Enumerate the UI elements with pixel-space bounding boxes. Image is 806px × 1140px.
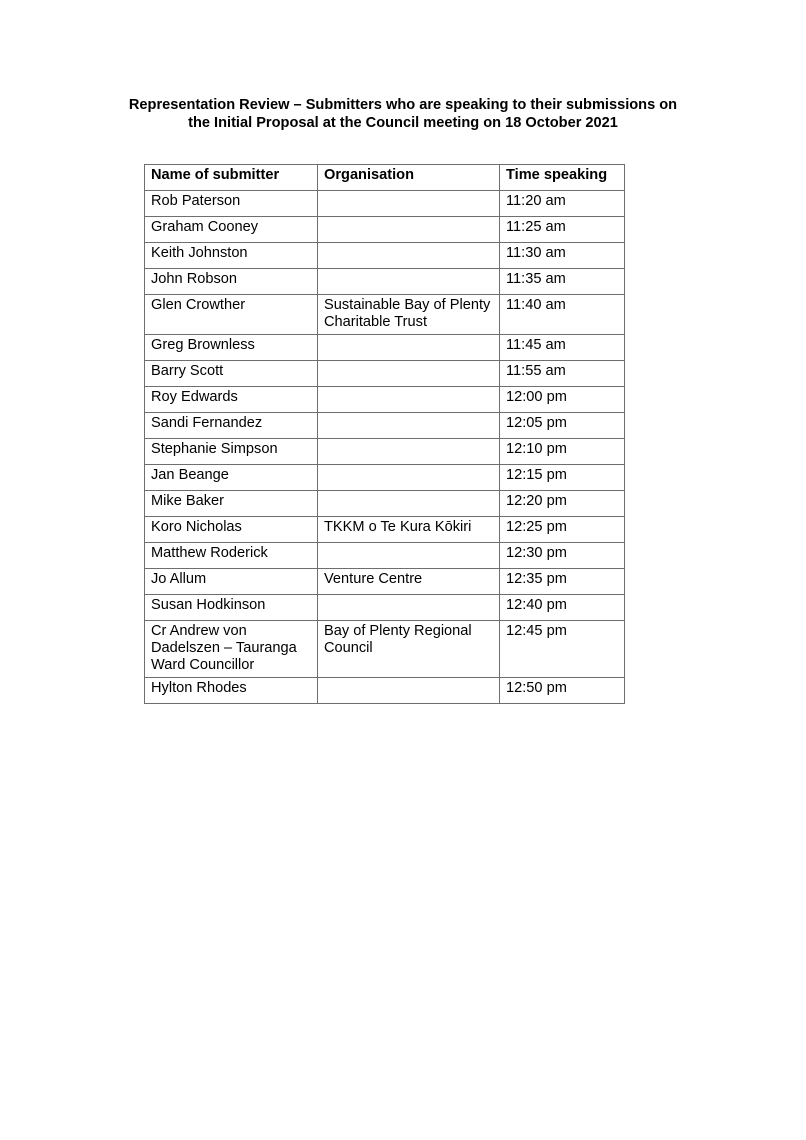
- submitter-name-cell: Mike Baker: [145, 491, 318, 517]
- organisation-cell: [318, 243, 500, 269]
- page-title-line-1: Representation Review – Submitters who are speaking to their submissions on: [128, 97, 678, 113]
- header-name-of-submitter: Name of submitter: [145, 165, 318, 191]
- submitter-name-cell: Stephanie Simpson: [145, 439, 318, 465]
- submitter-name-cell: Cr Andrew von Dadelszen – Tauranga Ward Councillor: [145, 621, 318, 678]
- time-speaking-cell: 11:20 am: [500, 191, 625, 217]
- organisation-cell: [318, 387, 500, 413]
- time-speaking-cell: 12:25 pm: [500, 517, 625, 543]
- submitter-name-cell: Keith Johnston: [145, 243, 318, 269]
- organisation-cell: [318, 491, 500, 517]
- table-row: [145, 295, 625, 335]
- table-header-row: [145, 165, 625, 191]
- table-row: [145, 387, 625, 413]
- speakers-table: [144, 164, 625, 704]
- time-speaking-cell: 11:30 am: [500, 243, 625, 269]
- table-row: [145, 217, 625, 243]
- submitter-name-cell: Roy Edwards: [145, 387, 318, 413]
- organisation-cell: Bay of Plenty Regional Council: [318, 621, 500, 678]
- table-row: [145, 569, 625, 595]
- table-row: [145, 517, 625, 543]
- time-speaking-cell: 12:10 pm: [500, 439, 625, 465]
- time-speaking-cell: 12:45 pm: [500, 621, 625, 678]
- organisation-cell: [318, 678, 500, 704]
- table-row: [145, 543, 625, 569]
- table-row: [145, 269, 625, 295]
- organisation-cell: [318, 543, 500, 569]
- submitter-name-cell: Sandi Fernandez: [145, 413, 318, 439]
- table-row: [145, 678, 625, 704]
- time-speaking-cell: 11:55 am: [500, 361, 625, 387]
- time-speaking-cell: 12:15 pm: [500, 465, 625, 491]
- submitter-name-cell: Jan Beange: [145, 465, 318, 491]
- time-speaking-cell: 12:05 pm: [500, 413, 625, 439]
- table-row: [145, 465, 625, 491]
- time-speaking-cell: 12:35 pm: [500, 569, 625, 595]
- organisation-cell: [318, 191, 500, 217]
- table-row: [145, 191, 625, 217]
- header-organisation: Organisation: [318, 165, 500, 191]
- organisation-cell: [318, 217, 500, 243]
- submitter-name-cell: Rob Paterson: [145, 191, 318, 217]
- table-row: [145, 243, 625, 269]
- submitter-name-cell: Koro Nicholas: [145, 517, 318, 543]
- time-speaking-cell: 12:00 pm: [500, 387, 625, 413]
- organisation-cell: [318, 413, 500, 439]
- organisation-cell: [318, 269, 500, 295]
- submitter-name-cell: Graham Cooney: [145, 217, 318, 243]
- submitter-name-cell: Hylton Rhodes: [145, 678, 318, 704]
- organisation-cell: [318, 465, 500, 491]
- submitter-name-cell: Jo Allum: [145, 569, 318, 595]
- submitter-name-cell: Matthew Roderick: [145, 543, 318, 569]
- table-row: [145, 413, 625, 439]
- time-speaking-cell: 12:40 pm: [500, 595, 625, 621]
- submitter-name-cell: John Robson: [145, 269, 318, 295]
- organisation-cell: [318, 595, 500, 621]
- table-row: [145, 335, 625, 361]
- time-speaking-cell: 12:20 pm: [500, 491, 625, 517]
- table-row: [145, 595, 625, 621]
- table-row: [145, 439, 625, 465]
- time-speaking-cell: 12:30 pm: [500, 543, 625, 569]
- organisation-cell: Sustainable Bay of Plenty Charitable Trust: [318, 295, 500, 335]
- organisation-cell: Venture Centre: [318, 569, 500, 595]
- table-row: [145, 621, 625, 678]
- time-speaking-cell: 11:40 am: [500, 295, 625, 335]
- submitter-name-cell: Susan Hodkinson: [145, 595, 318, 621]
- page-title: [60, 96, 746, 132]
- submitter-name-cell: Greg Brownless: [145, 335, 318, 361]
- organisation-cell: TKKM o Te Kura Kōkiri: [318, 517, 500, 543]
- submitter-name-cell: Glen Crowther: [145, 295, 318, 335]
- table-row: [145, 491, 625, 517]
- time-speaking-cell: 11:25 am: [500, 217, 625, 243]
- organisation-cell: [318, 439, 500, 465]
- organisation-cell: [318, 335, 500, 361]
- time-speaking-cell: 11:35 am: [500, 269, 625, 295]
- submitter-name-cell: Barry Scott: [145, 361, 318, 387]
- time-speaking-cell: 11:45 am: [500, 335, 625, 361]
- time-speaking-cell: 12:50 pm: [500, 678, 625, 704]
- organisation-cell: [318, 361, 500, 387]
- table-row: [145, 361, 625, 387]
- page-title-line-2: the Initial Proposal at the Council meeting on 18 October 2021: [188, 115, 618, 131]
- header-time-speaking: Time speaking: [500, 165, 625, 191]
